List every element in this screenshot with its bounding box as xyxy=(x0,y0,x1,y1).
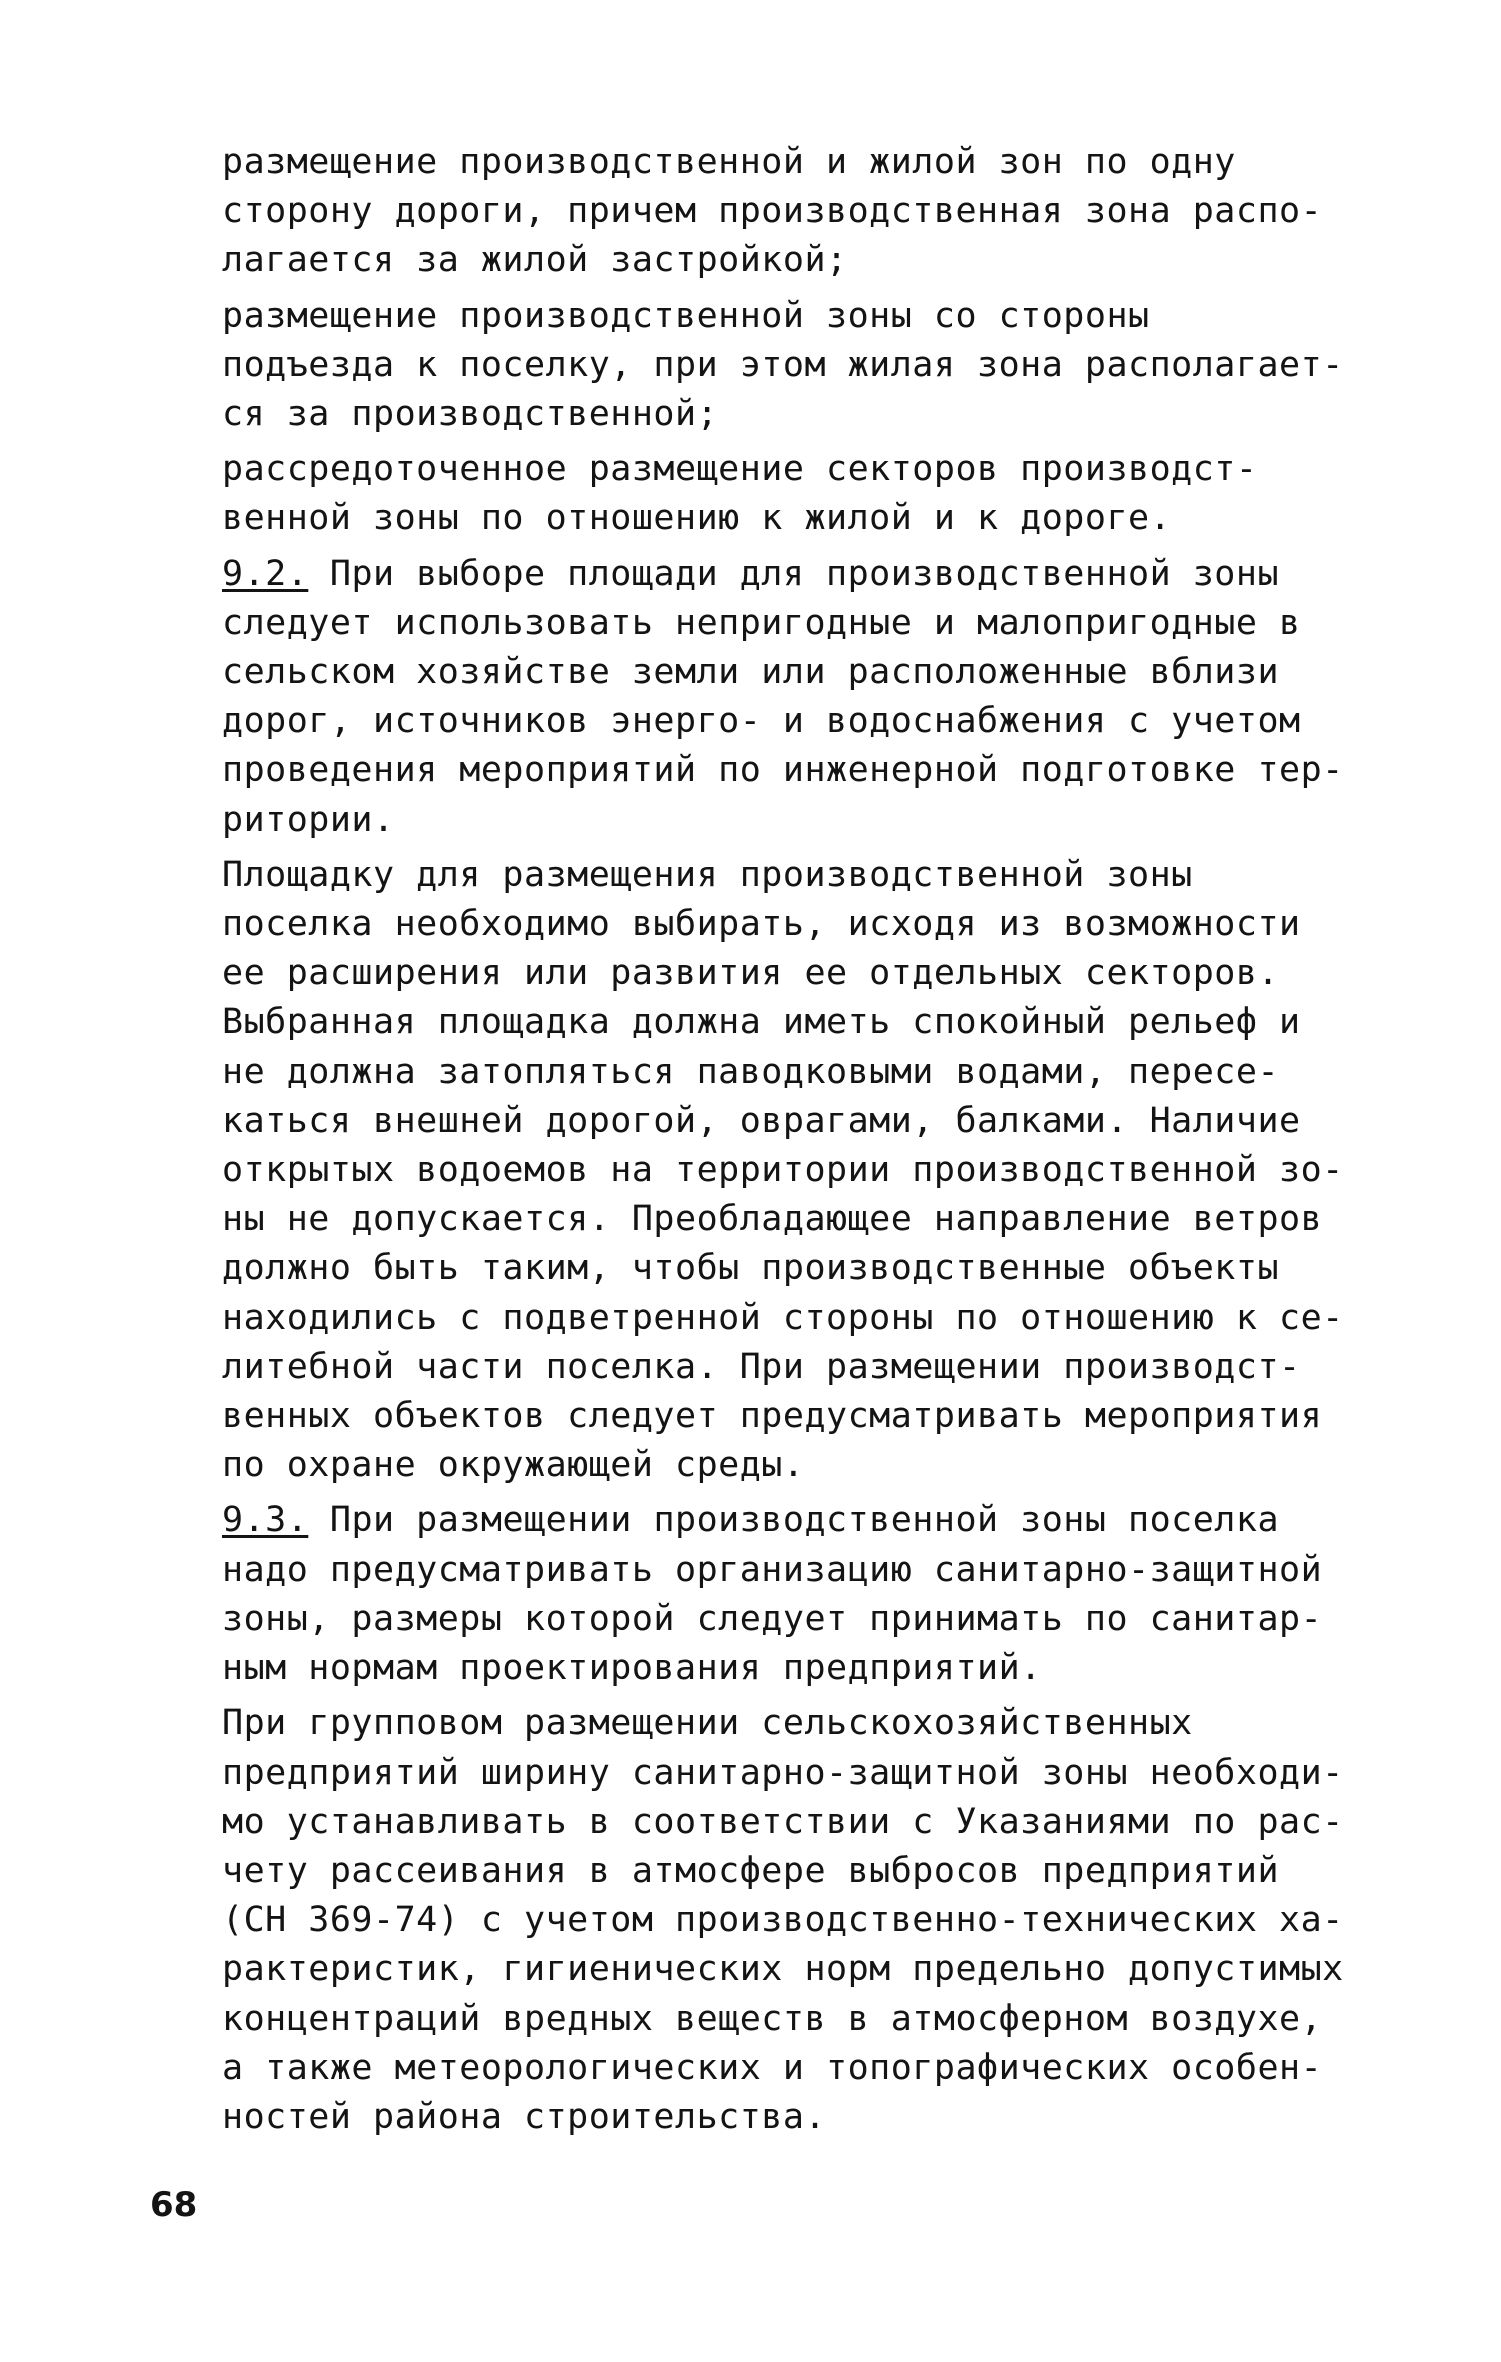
paragraph-site-selection xyxy=(152,851,1367,1491)
text-line: каться внешней дорогой, оврагами, балками. Наличие xyxy=(222,1100,1301,1141)
text-line: зоны, размеры которой следует принимать по санитар- xyxy=(222,1598,1323,1639)
text-line: сторону дороги, причем производственная зона распо- xyxy=(222,191,1323,232)
text-line: не должна затопляться паводковыми водами, пересе- xyxy=(222,1051,1280,1092)
text-line: подъезда к поселку, при этом жилая зона располагает- xyxy=(222,344,1344,385)
text-line: поселка необходимо выбирать, исходя из возможности xyxy=(222,904,1301,945)
text-line: находились с подветренной стороны по отношению к се- xyxy=(222,1297,1344,1338)
paragraph-zone-placement-2 xyxy=(152,292,1367,440)
text-line: венных объектов следует предусматривать мероприятия xyxy=(222,1396,1323,1437)
page-number: 68 xyxy=(150,2185,198,2225)
text-line: рактеристик, гигиенических норм предельно допустимых xyxy=(222,1949,1344,1990)
paragraph-zone-placement-1 xyxy=(152,138,1367,286)
text-line: размещение производственной зоны со стороны xyxy=(222,295,1150,336)
section-9-3 xyxy=(152,1496,1367,1693)
text-line: а также метеорологических и топографических особен- xyxy=(222,2047,1323,2088)
text-line: При групповом размещении сельскохозяйственных xyxy=(222,1703,1193,1744)
text-line: проведения мероприятий по инженерной подготовке тер- xyxy=(222,750,1344,791)
text-line: концентраций вредных веществ в атмосферном воздухе, xyxy=(222,1998,1323,2039)
text-line: ностей района строительства. xyxy=(222,2096,827,2137)
text-line: литебной части поселка. При размещении производст- xyxy=(222,1346,1301,1387)
text-line: ны не допускается. Преобладающее направление ветров xyxy=(222,1199,1323,1240)
text-line: по охране окружающей среды. xyxy=(222,1445,805,1486)
text-line: ее расширения или развития ее отдельных секторов. xyxy=(222,953,1280,994)
text-line: лагается за жилой застройкой; xyxy=(222,240,848,281)
text-line: мо устанавливать в соответствии с Указаниями по рас- xyxy=(222,1801,1344,1842)
text-fragment: При размещении производственной зоны поселка xyxy=(308,1500,1280,1541)
text-line: ным нормам проектирования предприятий. xyxy=(222,1648,1042,1689)
text-line: венной зоны по отношению к жилой и к дороге. xyxy=(222,498,1172,539)
text-line: (СН 369-74) с учетом производственно-технических ха- xyxy=(222,1900,1344,1941)
text-line: Площадку для размещения производственной зоны xyxy=(222,854,1193,895)
text-line: следует использовать непригодные и малопригодные в xyxy=(222,602,1301,643)
text-line: надо предусматривать организацию санитарно-защитной xyxy=(222,1549,1323,1590)
text-line xyxy=(152,1496,1367,1545)
section-9-2 xyxy=(152,550,1367,845)
text-line: должно быть таким, чтобы производственные объекты xyxy=(222,1248,1280,1289)
text-line: размещение производственной и жилой зон по одну xyxy=(222,142,1236,182)
text-line: сельском хозяйстве земли или расположенные вблизи xyxy=(222,652,1280,693)
text-line xyxy=(152,550,1367,599)
paragraph-sanitary-zone xyxy=(152,1699,1367,2142)
section-number: 9.2. xyxy=(222,553,309,594)
text-line: рассредоточенное размещение секторов производст- xyxy=(222,449,1258,490)
text-line: Выбранная площадка должна иметь спокойный рельеф и xyxy=(222,1002,1301,1043)
text-line: дорог, источников энерго- и водоснабжения с учетом xyxy=(222,701,1301,742)
text-fragment: При выборе площади для производственной зоны xyxy=(308,553,1280,594)
page-body xyxy=(152,138,1367,2148)
text-line: ритории. xyxy=(222,799,395,840)
text-line: ся за производственной; xyxy=(222,394,719,435)
text-line: открытых водоемов на территории производственной зо- xyxy=(222,1150,1344,1191)
section-number: 9.3. xyxy=(222,1500,309,1541)
text-line: предприятий ширину санитарно-защитной зоны необходи- xyxy=(222,1752,1344,1793)
paragraph-zone-placement-3 xyxy=(152,445,1367,543)
text-line: чету рассеивания в атмосфере выбросов предприятий xyxy=(222,1850,1280,1891)
